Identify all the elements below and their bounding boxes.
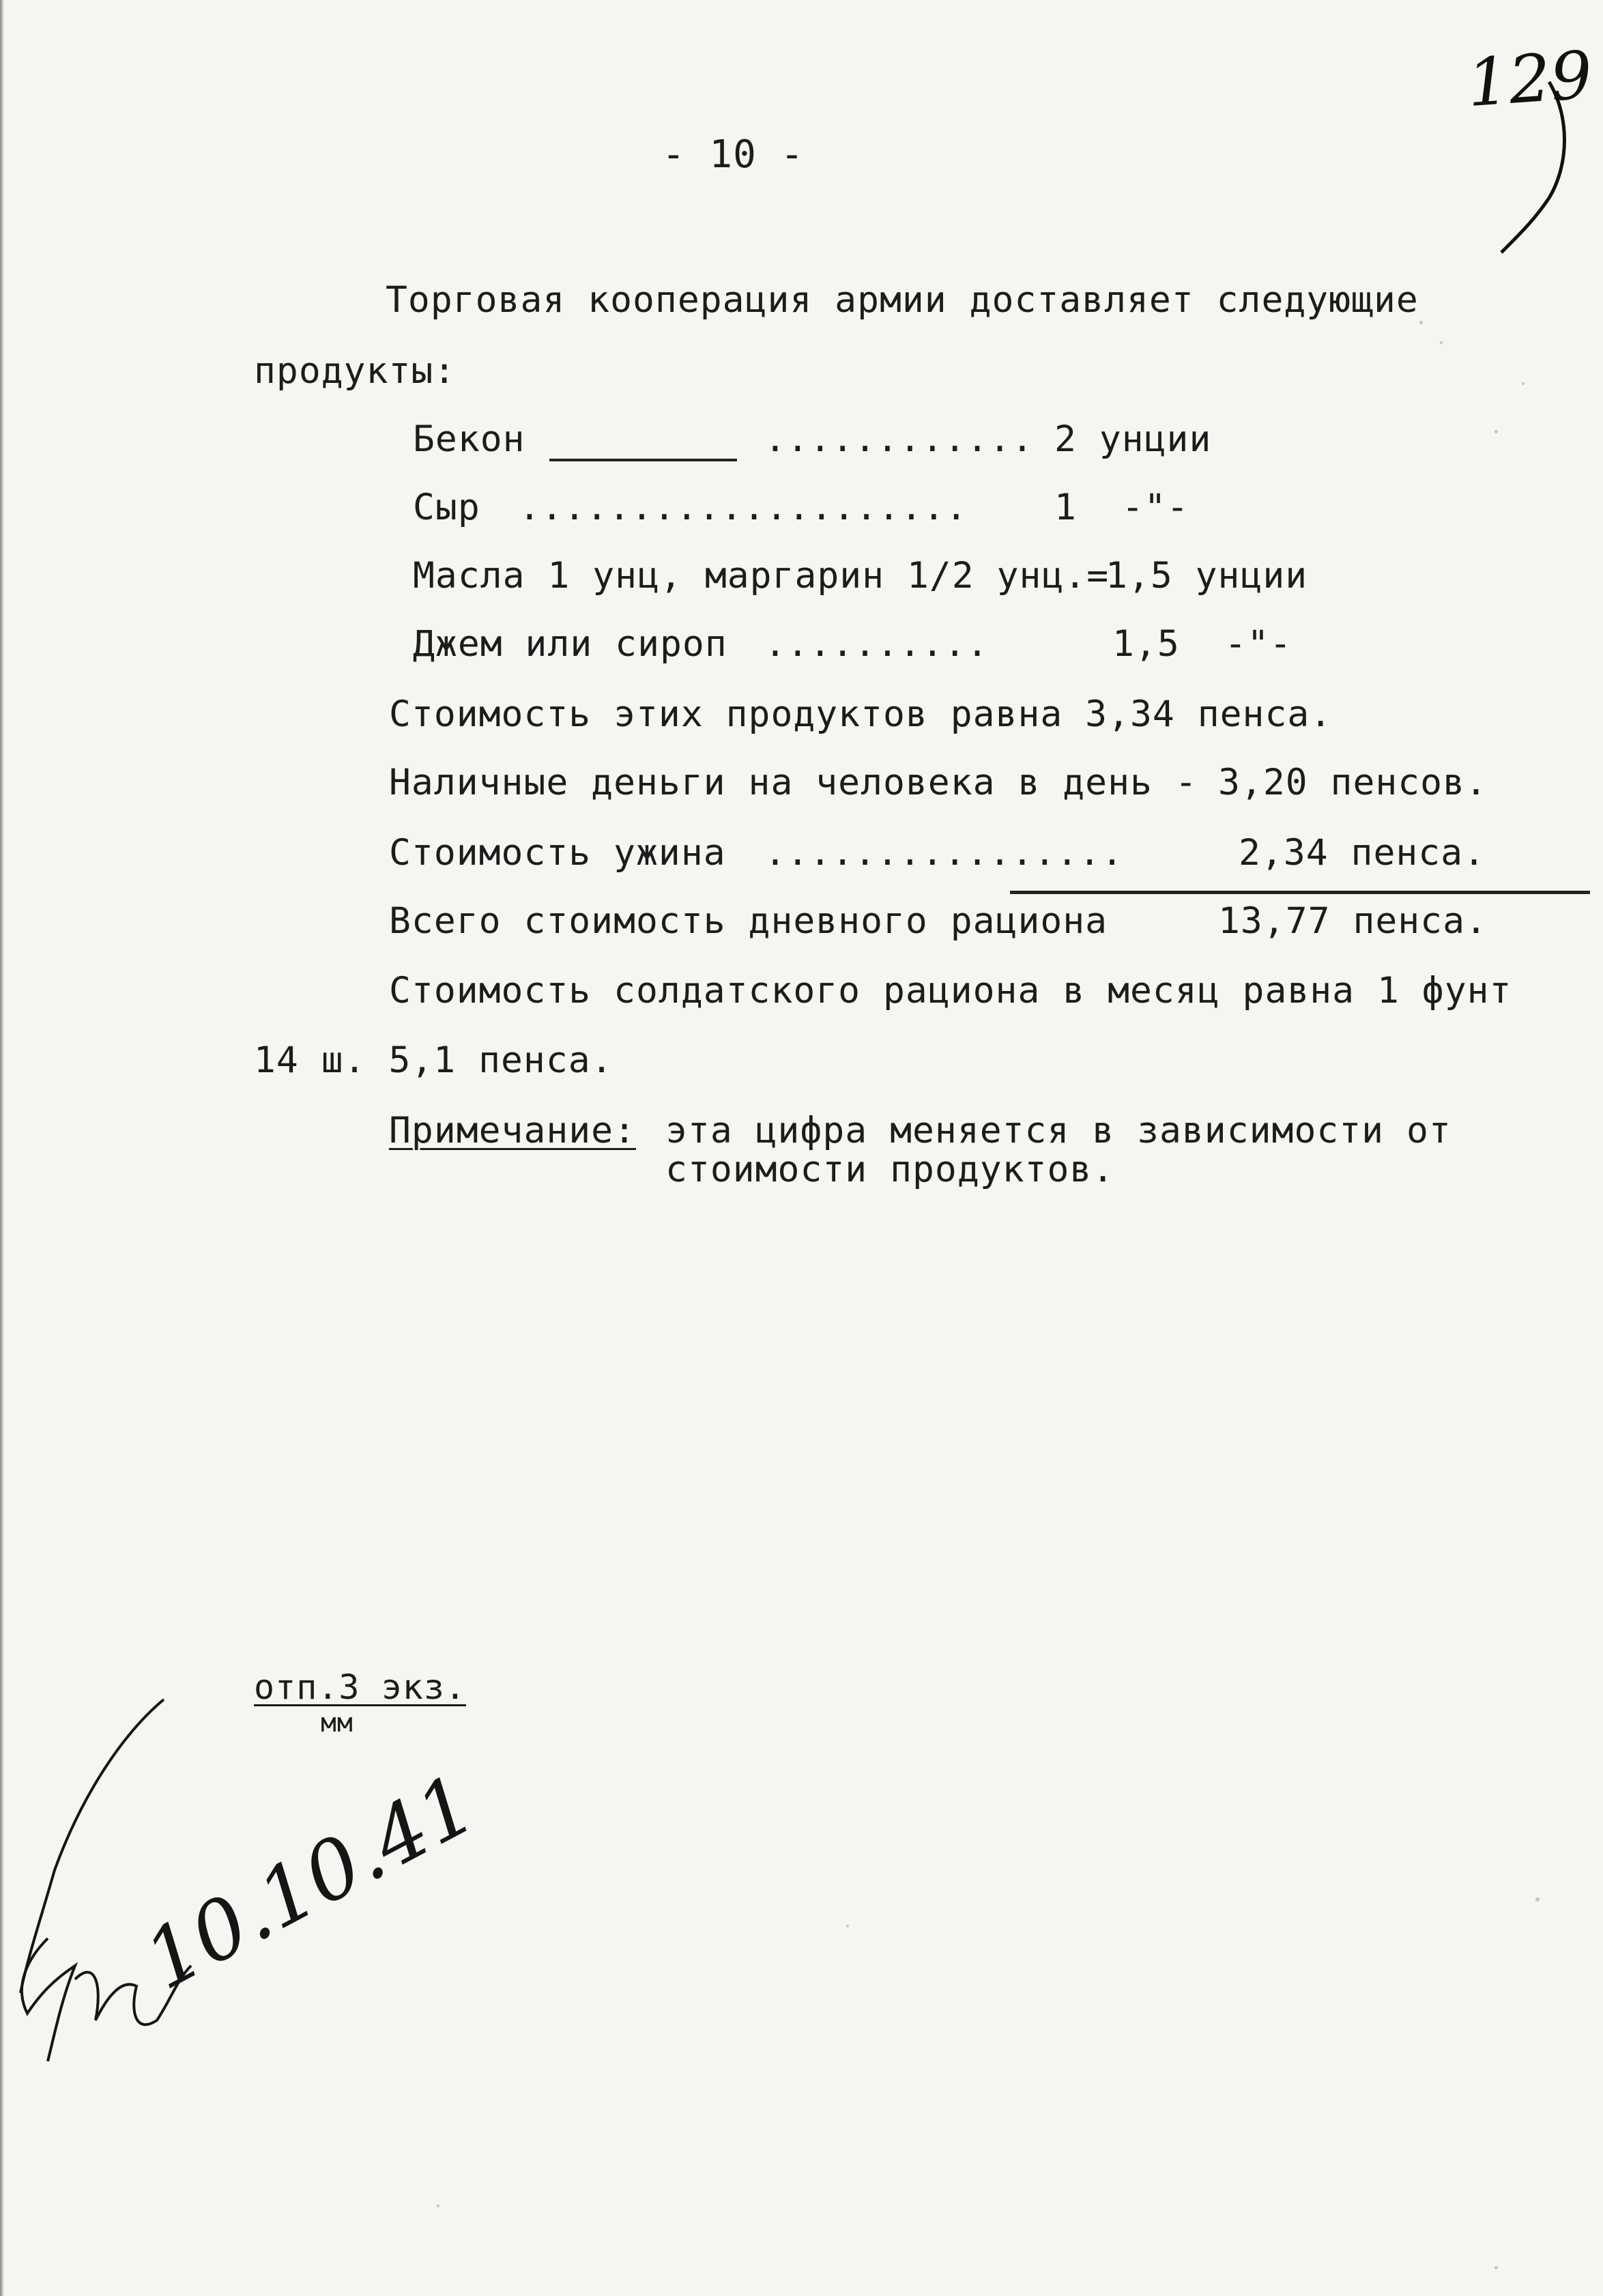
copies-note: отп.3 экз. xyxy=(254,1667,467,1707)
scan-speck xyxy=(1419,321,1423,324)
monthly-line-2: 14 ш. 5,1 пенса. xyxy=(254,1039,613,1081)
total-label: Всего стоимость дневного рациона xyxy=(389,900,1108,942)
signature-date: 10.10.41 xyxy=(130,1756,491,2008)
note-text-line-1: эта цифра меняется в зависимости от xyxy=(665,1110,1452,1151)
supper-dots: ................ xyxy=(764,832,1124,874)
scan-speck xyxy=(1522,382,1525,385)
supper-label: Стоимость ужина xyxy=(389,832,726,874)
item-cheese-amount: 1 -"- xyxy=(1054,487,1189,528)
scan-speck xyxy=(846,1925,849,1927)
item-bacon-name: Бекон xyxy=(413,418,525,460)
archive-number: 129 xyxy=(1464,36,1595,122)
supper-value: 2,34 пенса. xyxy=(1239,832,1486,874)
copies-initials: мм xyxy=(321,1708,353,1738)
item-bacon-amount: 2 унции xyxy=(1054,418,1212,460)
intro-line-2: продукты: xyxy=(254,350,457,392)
note-text-line-2: стоимости продуктов. xyxy=(665,1149,1115,1190)
cash-value: 3,20 пенсов. xyxy=(1218,762,1488,803)
item-jam-amount: 1,5 -"- xyxy=(1112,623,1292,665)
item-bacon-dots: ............ xyxy=(764,418,1034,460)
monthly-line-1: Стоимость солдатского рациона в месяц равна 1 фунт xyxy=(389,970,1512,1011)
total-value: 13,77 пенса. xyxy=(1218,900,1488,942)
scan-speck xyxy=(1535,1897,1540,1902)
scan-speck xyxy=(437,2205,439,2207)
cash-label: Наличные деньги на человека в день - xyxy=(389,762,1198,803)
item-cheese-name: Сыр xyxy=(413,487,480,528)
archive-number-stroke xyxy=(1467,55,1570,259)
intro-line-1: Торговая кооперация армии доставляет следующие xyxy=(386,279,1419,321)
item-butter-amount: 1,5 унции xyxy=(1106,555,1308,597)
products-cost-line: Стоимость этих продуктов равна 3,34 пенса. xyxy=(389,693,1333,735)
scan-speck xyxy=(1494,2266,1498,2269)
item-jam-dots: .......... xyxy=(764,623,990,665)
scan-speck xyxy=(1440,341,1443,344)
note-label: Примечание: xyxy=(389,1110,636,1151)
item-cheese-dots: .................... xyxy=(519,487,968,528)
total-rule xyxy=(1010,891,1590,894)
bacon-underline xyxy=(549,459,737,461)
page-number: - 10 - xyxy=(662,132,805,177)
scan-speck xyxy=(1494,430,1498,433)
item-butter-name: Масла 1 унц, маргарин 1/2 унц.= xyxy=(413,555,1110,597)
item-jam-name: Джем или сироп xyxy=(413,623,727,665)
